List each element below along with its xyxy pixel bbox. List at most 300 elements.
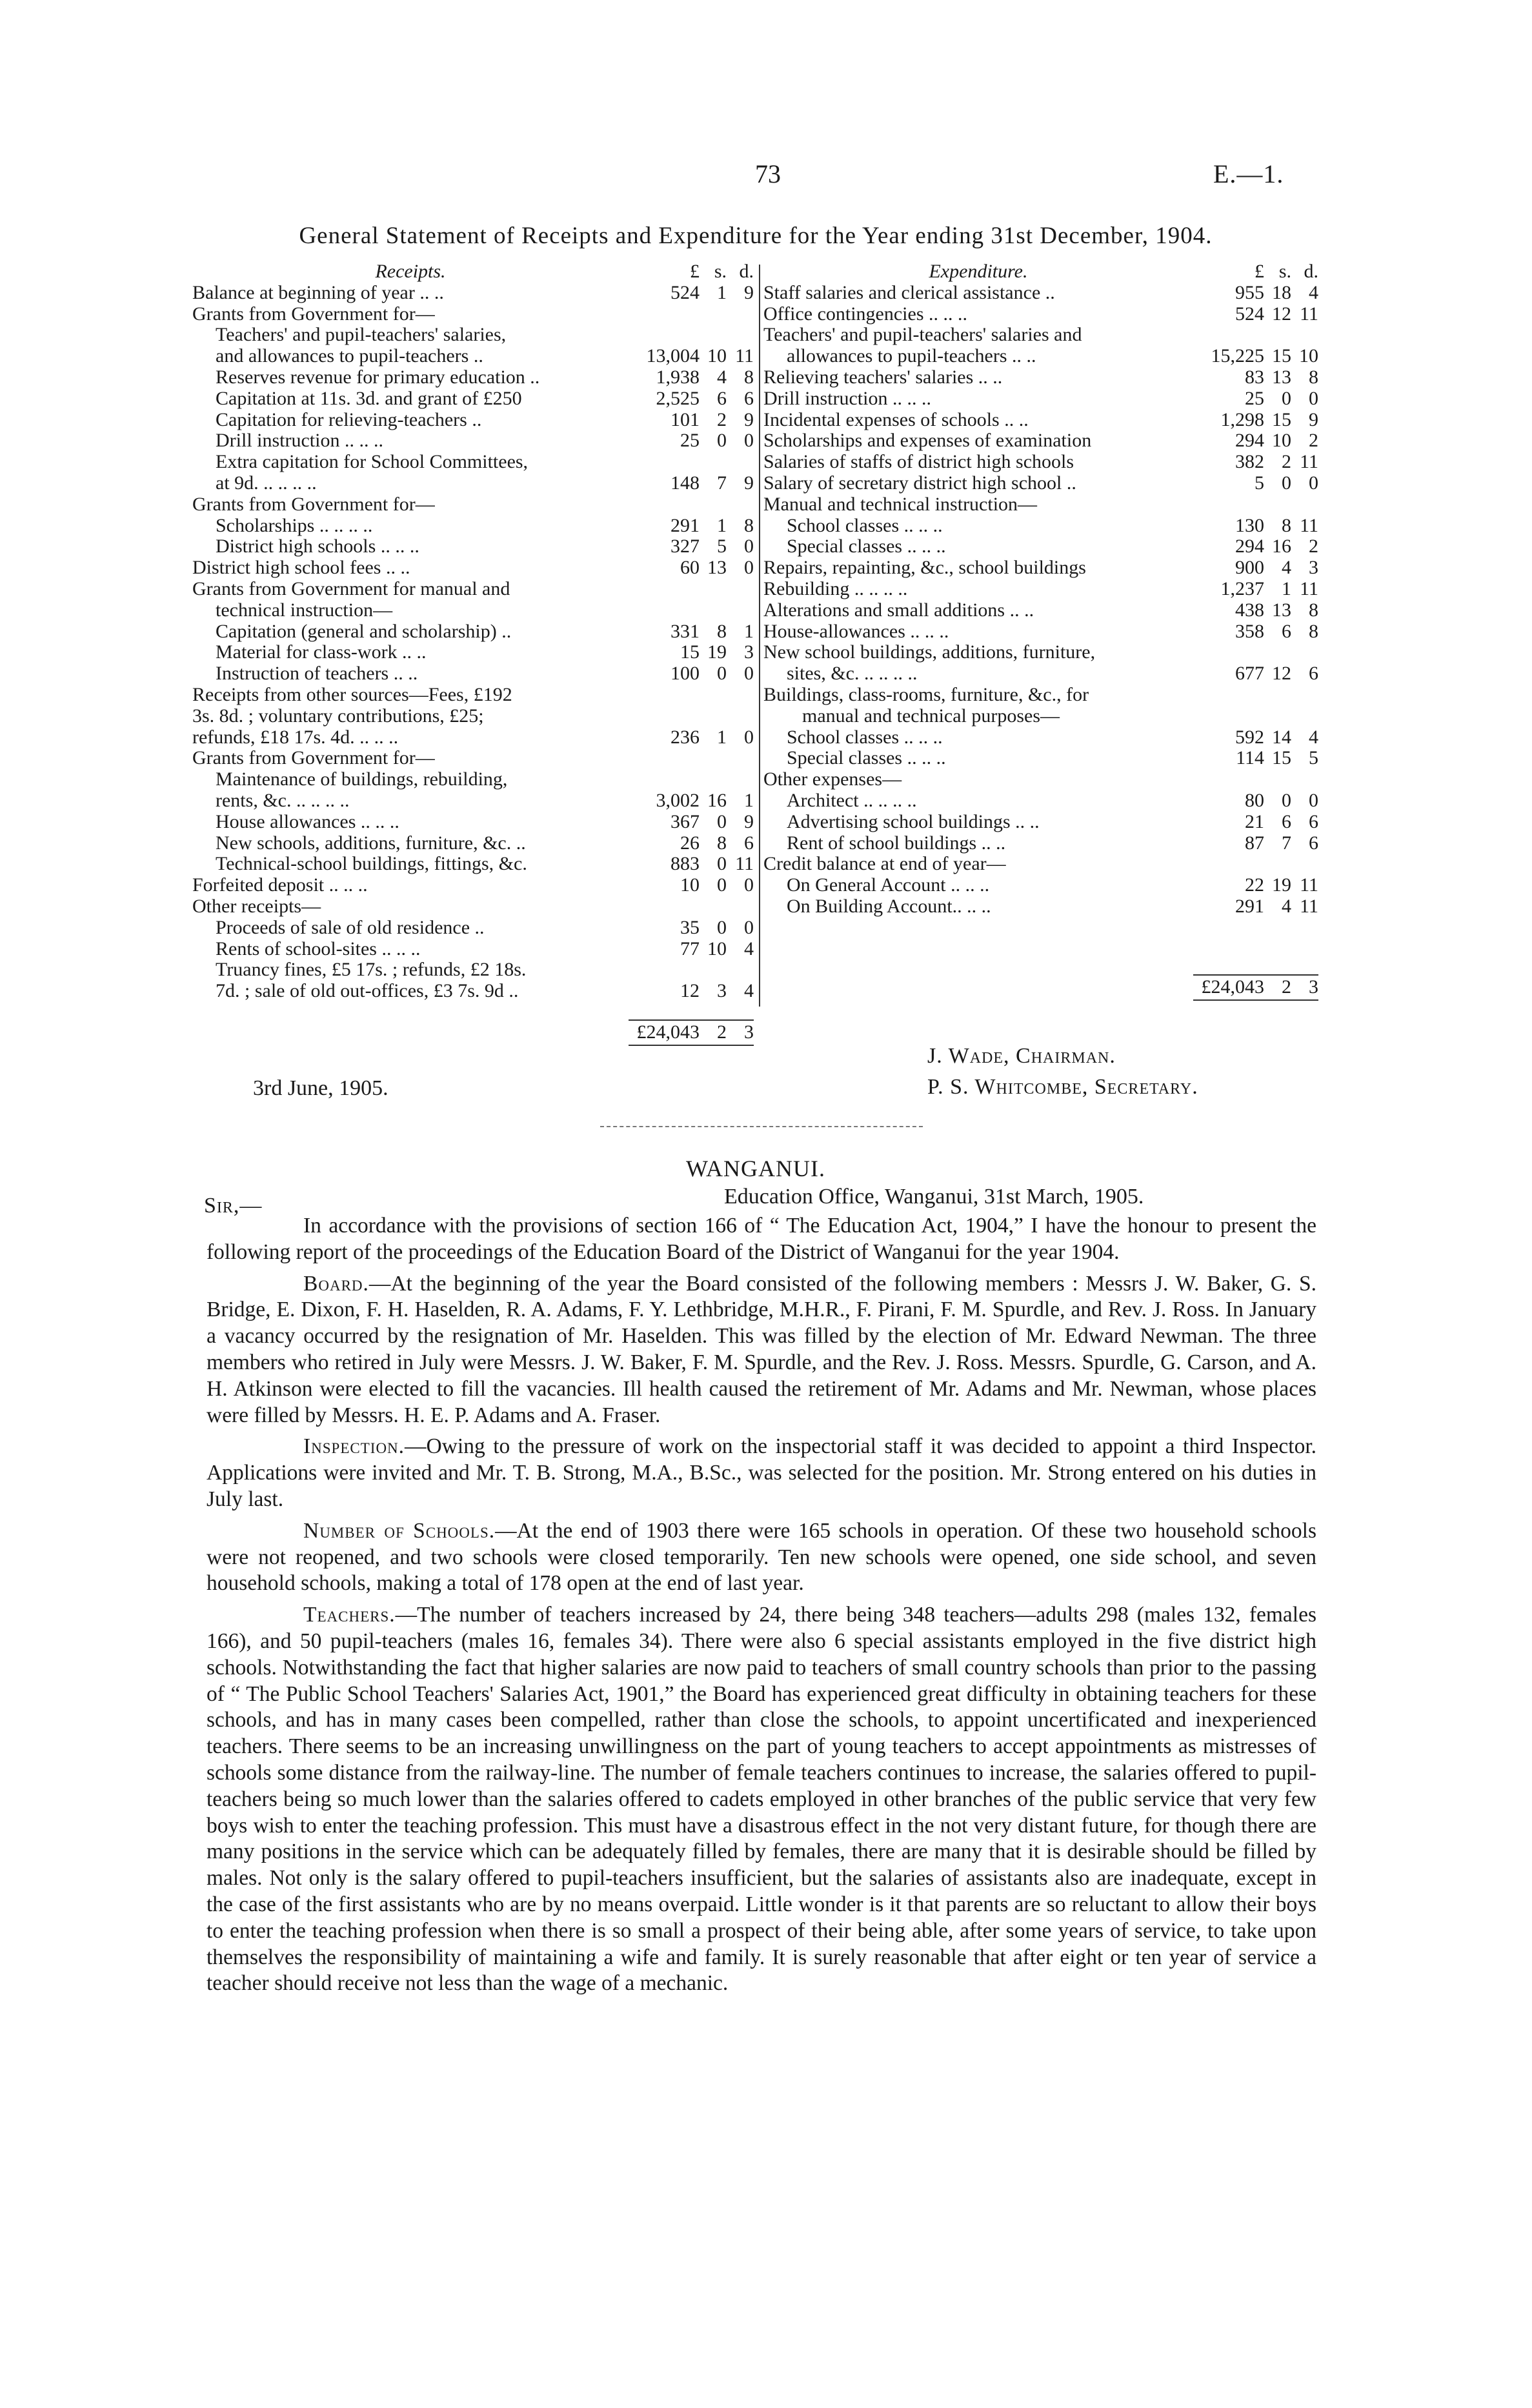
receipts-row (192, 600, 754, 621)
expenditure-row-shillings: 8 (1282, 514, 1291, 536)
expenditure-row-pounds: 1,237 (1220, 577, 1264, 599)
expenditure-row-shillings: 10 (1272, 430, 1291, 452)
expenditure-row-pence: 8 (1309, 620, 1318, 642)
expenditure-row-label: allowances to pupil-teachers .. .. (787, 346, 1036, 367)
receipts-row-label: Extra capitation for School Committees, (216, 452, 529, 473)
expenditure-row (763, 388, 1318, 410)
expenditure-row (763, 621, 1318, 643)
receipts-row-shillings: 0 (717, 430, 727, 452)
expenditure-row-pounds: 22 (1245, 874, 1264, 896)
expenditure-row-pounds: 438 (1235, 599, 1264, 621)
receipts-row-pounds: 12 (680, 980, 700, 1002)
expenditure-row-pence: 0 (1309, 472, 1318, 494)
receipts-total-shillings: 2 (717, 1021, 727, 1043)
expenditure-row (763, 452, 1318, 473)
receipts-row-shillings: 1 (717, 514, 727, 536)
signature-date: 3rd June, 1905. (253, 1076, 388, 1100)
expenditure-row (763, 706, 1318, 727)
receipts-row-shillings: 7 (717, 472, 727, 494)
paragraph-heading: Inspection. (303, 1434, 405, 1459)
expenditure-row (763, 769, 1318, 790)
expenditure-row-pounds: 15,225 (1211, 345, 1264, 367)
expenditure-row (763, 896, 1318, 918)
receipts-row-label: rents, &c. .. .. .. .. (216, 790, 350, 811)
receipts-row-shillings: 0 (717, 874, 727, 896)
expenditure-row-pence: 6 (1309, 810, 1318, 832)
expenditure-row-pence: 11 (1300, 451, 1318, 473)
receipts-row-pounds: 883 (670, 853, 700, 875)
column-divider (759, 265, 760, 1007)
receipts-row-label: Instruction of teachers .. .. (216, 663, 418, 685)
expenditure-row-shillings: 6 (1282, 620, 1291, 642)
receipts-row-pounds: 25 (680, 430, 700, 452)
receipts-row-pounds: 1,938 (656, 366, 700, 388)
receipts-row (192, 325, 754, 346)
receipts-row-pence: 0 (744, 557, 754, 579)
expenditure-row-label: Other expenses— (763, 769, 902, 790)
receipts-row-pounds: 100 (670, 663, 700, 685)
secretary-signature: P. S. Whitcombe, Secretary. (927, 1075, 1198, 1099)
receipts-row-pence: 9 (744, 472, 754, 494)
expenditure-row-pounds: 1,298 (1220, 408, 1264, 430)
receipts-row (192, 367, 754, 388)
receipts-heading: Receipts. (375, 261, 446, 282)
expenditure-row-pence: 4 (1309, 726, 1318, 748)
expenditure-row-pounds: 382 (1235, 451, 1264, 473)
receipts-row-label: Grants from Government for— (192, 748, 435, 769)
expenditure-row-pounds: 80 (1245, 789, 1264, 811)
receipts-total (192, 1020, 754, 1046)
receipts-row-pence: 0 (744, 663, 754, 685)
receipts-row-pounds: 26 (680, 832, 700, 854)
receipts-row-label: Forfeited deposit .. .. .. (192, 875, 368, 896)
receipts-row-pence: 3 (744, 641, 754, 663)
receipts-row-pounds: 367 (670, 810, 700, 832)
expenditure-row-label: Salary of secretary district high school .. (763, 472, 1076, 494)
expenditure-row (763, 473, 1318, 494)
expenditure-row-label: House-allowances .. .. .. (763, 621, 949, 642)
receipts-row-label: Grants from Government for manual and (192, 578, 510, 599)
receipts-row (192, 473, 754, 494)
expenditure-row-label: Salaries of staffs of district high schools (763, 452, 1074, 473)
expenditure-row-pence: 5 (1309, 747, 1318, 769)
receipts-row-shillings: 1 (717, 281, 727, 303)
expenditure-row-label: Manual and technical instruction— (763, 494, 1038, 515)
receipts-row-label: House allowances .. .. .. (216, 811, 399, 832)
page-number: 73 (755, 159, 781, 188)
expenditure-row-label: On General Account .. .. .. (787, 875, 990, 896)
expenditure-row-shillings: 0 (1282, 789, 1291, 811)
section-title: WANGANUI. (686, 1156, 825, 1181)
expenditure-row (763, 367, 1318, 388)
expenditure-header (763, 261, 1318, 283)
expenditure-total (763, 975, 1318, 1001)
expenditure-row (763, 600, 1318, 621)
receipts-row (192, 833, 754, 854)
receipts-row-shillings: 5 (717, 536, 727, 557)
receipts-row-pounds: 15 (680, 641, 700, 663)
receipts-row-pounds: 291 (670, 514, 700, 536)
receipts-row-pence: 9 (744, 281, 754, 303)
expenditure-row-pounds: 294 (1235, 430, 1264, 452)
expenditure-row-label: Special classes .. .. .. (787, 748, 946, 769)
expenditure-row (763, 579, 1318, 600)
shillings-header: s. (1278, 261, 1291, 282)
receipts-row-pence: 0 (744, 536, 754, 557)
expenditure-row (763, 516, 1318, 537)
receipts-header (192, 261, 754, 283)
expenditure-row-label: Staff salaries and clerical assistance .. (763, 282, 1055, 303)
expenditure-row (763, 875, 1318, 896)
expenditure-row-shillings: 15 (1272, 345, 1291, 367)
receipts-row-shillings: 8 (717, 832, 727, 854)
receipts-row (192, 579, 754, 600)
receipts-row-shillings: 3 (717, 980, 727, 1002)
expenditure-row-pounds: 294 (1235, 536, 1264, 557)
receipts-row-pence: 1 (744, 789, 754, 811)
receipts-row-label: Drill instruction .. .. .. (216, 430, 383, 452)
expenditure-total-pounds: £24,043 (1201, 976, 1264, 998)
expenditure-column (763, 261, 1318, 1001)
receipts-row (192, 748, 754, 769)
receipts-row-label: Material for class-work .. .. (216, 642, 427, 663)
receipts-row-label: Rents of school-sites .. .. .. (216, 938, 421, 959)
expenditure-row-pounds: 592 (1235, 726, 1264, 748)
expenditure-row (763, 557, 1318, 579)
receipts-row-label: 7d. ; sale of old out-offices, £3 7s. 9d .. (216, 981, 519, 1002)
expenditure-row-label: School classes .. .. .. (787, 727, 943, 748)
receipts-row-shillings: 16 (707, 789, 727, 811)
receipts-row-pence: 11 (735, 853, 754, 875)
expenditure-row-label: Drill instruction .. .. .. (763, 388, 931, 409)
receipts-row (192, 536, 754, 557)
receipts-row-label: Teachers' and pupil-teachers' salaries, (216, 325, 507, 346)
expenditure-row-shillings: 12 (1272, 663, 1291, 685)
receipts-row-pence: 0 (744, 726, 754, 748)
expenditure-row (763, 430, 1318, 452)
expenditure-row-label: sites, &c. .. .. .. .. (787, 663, 918, 685)
receipts-row-label: Capitation (general and scholarship) .. (216, 621, 512, 642)
letter-intro: In accordance with the provisions of section 166 of “ The Education Act, 1904,” I have the honour to present the following report of the proceedings of the Education Board of the District of Wanganui for the year 1904. (207, 1214, 1316, 1264)
expenditure-row-shillings: 13 (1272, 366, 1291, 388)
expenditure-row-shillings: 18 (1272, 281, 1291, 303)
expenditure-row-shillings: 0 (1282, 387, 1291, 409)
expenditure-row-pounds: 114 (1236, 747, 1264, 769)
expenditure-total-shillings: 2 (1282, 976, 1291, 998)
receipts-row-shillings: 4 (717, 366, 727, 388)
receipts-row-pence: 11 (735, 345, 754, 367)
receipts-row-label: at 9d. .. .. .. .. (216, 472, 317, 494)
receipts-row-pounds: 10 (680, 874, 700, 896)
expenditure-row-shillings: 12 (1272, 303, 1291, 325)
expenditure-row-label: Scholarships and expenses of examination (763, 430, 1092, 452)
receipts-row (192, 981, 754, 1002)
receipts-row-pence: 1 (744, 620, 754, 642)
receipts-row (192, 875, 754, 896)
expenditure-row-label: Repairs, repainting, &c., school buildings (763, 557, 1086, 579)
expenditure-row-shillings: 4 (1282, 895, 1291, 917)
receipts-row-label: and allowances to pupil-teachers .. (216, 346, 483, 367)
receipts-row-shillings: 6 (717, 387, 727, 409)
receipts-row-shillings: 1 (717, 726, 727, 748)
receipts-row (192, 621, 754, 643)
expenditure-row (763, 346, 1318, 367)
receipts-row-pence: 0 (744, 430, 754, 452)
expenditure-row-pence: 11 (1300, 874, 1318, 896)
receipts-row (192, 388, 754, 410)
receipts-row (192, 430, 754, 452)
letter-paragraphs (207, 1271, 1316, 1998)
receipts-row (192, 918, 754, 939)
expenditure-row-label: On Building Account.. .. .. (787, 896, 991, 917)
receipts-row-pounds: 60 (680, 557, 700, 579)
expenditure-row-label: Alterations and small additions .. .. (763, 599, 1034, 621)
receipts-row-pounds: 327 (670, 536, 700, 557)
receipts-row (192, 896, 754, 918)
expenditure-row (763, 410, 1318, 431)
receipts-row-pence: 9 (744, 408, 754, 430)
expenditure-row-pence: 8 (1309, 366, 1318, 388)
pence-header: d. (1304, 261, 1318, 282)
expenditure-row-label: Special classes .. .. .. (787, 536, 946, 557)
receipts-row-pence: 6 (744, 387, 754, 409)
receipts-rows (192, 283, 754, 1002)
receipts-row-pence: 8 (744, 514, 754, 536)
expenditure-row-pounds: 83 (1245, 366, 1264, 388)
paragraph-text: —The number of teachers increased by 24, there being 348 teachers—adults 298 (males 132, females 166), and 50 pupil-teachers (males 16, females 34). There were also 6 special assistants employed in the five district high schools. Notwithstanding the fact that higher salaries are now paid to teachers of small country schools than prior to the passing of “ The Public School Teachers' Salaries Act, 1901,” the Board has experienced great difficulty in obtaining teachers for these schools, and has in many cases been compelled, rather than close the schools, to appoint uncertificated and inexperienced teachers. There seems to be an increasing unwillingness on the part of young teachers to accept appointments as mistresses of schools some distance from the railway-line. The number of female teachers continues to increase, the salaries offered to pupil-teachers being so much lower than the salaries offered to cadets employed in other branches of the public service that very few boys wish to enter the teaching profession. This must have a disastrous effect in the not very distant future, for though there are many positions in the service which can be adequately filled by females, there are many that it is desirable should be filled by males. Not only is the salary offered to pupil-teachers insufficient, but the salaries of assistants also are inadequate, except in the case of the first assistants who are by no means overpaid. Little wonder is it that parents are so reluctant to allow their boys to enter the teaching profession when there is so small a prospect of their being able, after some years of service, to take upon themselves the responsibility of maintaining a wife and family. It is surely reasonable that after eight or ten year of service a teacher should receive not less than the wage of a mechanic. (207, 1603, 1316, 1996)
letter-paragraph (207, 1271, 1316, 1429)
expenditure-row-label: Rebuilding .. .. .. .. (763, 578, 908, 599)
expenditure-row (763, 812, 1318, 833)
receipts-row-pounds: 101 (670, 408, 700, 430)
expenditure-row-shillings: 14 (1272, 726, 1291, 748)
expenditure-row-shillings: 7 (1282, 832, 1291, 854)
receipts-row (192, 812, 754, 833)
paragraph-text: —At the end of 1903 there were 165 schools in operation. Of these two household schools were not reopened, and two schools were closed temporarily. Ten new schools were opened, one side school, and seven household schools, making a total of 178 open at the end of last year. (207, 1518, 1317, 1596)
expenditure-row (763, 748, 1318, 769)
expenditure-row-label: Incidental expenses of schools .. .. (763, 409, 1029, 430)
expenditure-row-shillings: 0 (1282, 472, 1291, 494)
receipts-row (192, 452, 754, 473)
expenditure-row-pounds: 25 (1245, 387, 1264, 409)
expenditure-row-shillings: 1 (1282, 577, 1291, 599)
expenditure-row-shillings: 13 (1272, 599, 1291, 621)
expenditure-row-pence: 4 (1309, 281, 1318, 303)
receipts-row-shillings: 8 (717, 620, 727, 642)
expenditure-row-label: Rent of school buildings .. .. (787, 832, 1006, 854)
expenditure-row-pence: 8 (1309, 599, 1318, 621)
receipts-row-shillings: 10 (707, 938, 727, 959)
expenditure-total-pence: 3 (1309, 976, 1318, 998)
receipts-row-label: Maintenance of buildings, rebuilding, (216, 769, 508, 790)
expenditure-row-pence: 11 (1300, 577, 1318, 599)
document-reference: E.—1. (1213, 159, 1284, 188)
receipts-row-shillings: 19 (707, 641, 727, 663)
paragraph-text: —At the beginning of the year the Board consisted of the following members : Messrs J. W. Baker, G. S. Bridge, E. Dixon, F. H. Haselden, R. A. Adams, F. Y. Lethbridge, M.H.R., F. Pirani, F. M. Spurdle, and Rev. J. Ross. In January a vacancy occurred by the resignation of Mr. Haselden. This was filled by the election of Mr. Edward Newman. The three members who retired in July were Messrs. J. W. Baker, F. M. Spurdle, and the Rev. J. Ross. Messrs. Spurdle, G. Carson, and A. H. Atkinson were elected to fill the vacancies. Ill health caused the retirement of Mr. Adams and Mr. Newman, whose places were filled by Messrs. H. E. P. Adams and A. Fraser. (207, 1271, 1316, 1427)
letter-paragraph (207, 1602, 1316, 1997)
receipts-row-shillings: 0 (717, 810, 727, 832)
expenditure-row (763, 685, 1318, 706)
expenditure-row-shillings: 16 (1272, 536, 1291, 557)
expenditure-row-label: Office contingencies .. .. .. (763, 303, 968, 325)
expenditure-row-label: Credit balance at end of year— (763, 854, 1006, 875)
receipts-row (192, 516, 754, 537)
expenditure-row (763, 304, 1318, 325)
expenditure-row-shillings: 15 (1272, 747, 1291, 769)
receipts-row-label: Capitation for relieving-teachers .. (216, 409, 482, 430)
expenditure-rows (763, 283, 1318, 918)
receipts-row (192, 727, 754, 748)
receipts-row-pounds: 236 (670, 726, 700, 748)
letter-body (207, 1213, 1316, 2002)
receipts-row-pounds: 148 (670, 472, 700, 494)
expenditure-row-pence: 11 (1300, 514, 1318, 536)
receipts-row-label: Technical-school buildings, fittings, &c. (216, 854, 527, 875)
expenditure-row-pence: 6 (1309, 832, 1318, 854)
expenditure-row-pence: 11 (1300, 895, 1318, 917)
expenditure-row-pence: 2 (1309, 536, 1318, 557)
expenditure-row-label: Relieving teachers' salaries .. .. (763, 366, 1003, 388)
receipts-row-label: District high school fees .. .. (192, 557, 410, 579)
expenditure-row-pence: 2 (1309, 430, 1318, 452)
expenditure-row-pounds: 955 (1235, 281, 1264, 303)
chairman-signature: J. Wade, Chairman. (927, 1044, 1116, 1068)
receipts-row (192, 939, 754, 960)
expenditure-row (763, 283, 1318, 304)
receipts-total-pence: 3 (744, 1021, 754, 1043)
receipts-row (192, 494, 754, 516)
expenditure-row-pence: 11 (1300, 303, 1318, 325)
expenditure-row (763, 536, 1318, 557)
expenditure-row-label: Buildings, class-rooms, furniture, &c., for (763, 684, 1089, 705)
expenditure-row-pounds: 524 (1235, 303, 1264, 325)
receipts-row-label: 3s. 8d. ; voluntary contributions, £25; (192, 705, 484, 727)
expenditure-row-pounds: 87 (1245, 832, 1264, 854)
receipts-row-pounds: 35 (680, 916, 700, 938)
paragraph-heading: Teachers. (303, 1603, 396, 1627)
receipts-row-label: Other receipts— (192, 896, 321, 917)
receipts-row-pounds: 331 (670, 620, 700, 642)
receipts-row (192, 557, 754, 579)
paragraph-text: —Owing to the pressure of work on the inspectorial staff it was decided to appoint a third Inspector. Applications were invited and Mr. T. B. Strong, M.A., B.Sc., was selected for the position. Mr. Strong entered on his duties in July last. (207, 1434, 1316, 1511)
expenditure-row (763, 642, 1318, 663)
expenditure-row (763, 790, 1318, 812)
receipts-row-pence: 9 (744, 810, 754, 832)
receipts-row-label: technical instruction— (216, 599, 393, 621)
receipts-row-label: Reserves revenue for primary education .. (216, 366, 540, 388)
receipts-row (192, 663, 754, 685)
expenditure-row-pence: 0 (1309, 387, 1318, 409)
receipts-row-label: refunds, £18 17s. 4d. .. .. .. (192, 727, 399, 748)
receipts-row-pence: 8 (744, 366, 754, 388)
receipts-row (192, 790, 754, 812)
expenditure-row-pence: 9 (1309, 408, 1318, 430)
receipts-row (192, 685, 754, 706)
receipts-row-label: Receipts from other sources—Fees, £192 (192, 684, 512, 705)
receipts-row (192, 283, 754, 304)
receipts-row-pence: 0 (744, 916, 754, 938)
expenditure-row-pounds: 900 (1235, 557, 1264, 579)
expenditure-row-label: Advertising school buildings .. .. (787, 811, 1040, 832)
receipts-row-label: Proceeds of sale of old residence .. (216, 917, 485, 938)
expenditure-row (763, 854, 1318, 875)
expenditure-row (763, 833, 1318, 854)
salutation: Sir,— (204, 1194, 263, 1218)
receipts-row-label: Grants from Government for— (192, 494, 435, 515)
paragraph-heading: Board. (303, 1271, 369, 1296)
receipts-row-pounds: 2,525 (656, 387, 700, 409)
expenditure-row-pounds: 5 (1255, 472, 1264, 494)
receipts-total-pounds: £24,043 (636, 1021, 700, 1043)
expenditure-row-pence: 3 (1309, 557, 1318, 579)
expenditure-row-shillings: 19 (1272, 874, 1291, 896)
shillings-header: s. (714, 261, 727, 282)
expenditure-row-pounds: 677 (1235, 663, 1264, 685)
statement-title: General Statement of Receipts and Expenditure for the Year ending 31st December, 1904. (299, 223, 1213, 249)
receipts-row-label: New schools, additions, furniture, &c. .. (216, 832, 526, 854)
receipts-row-label: Capitation at 11s. 3d. and grant of £250 (216, 388, 522, 409)
expenditure-row (763, 494, 1318, 516)
receipts-row-shillings: 0 (717, 916, 727, 938)
receipts-row-label: Grants from Government for— (192, 303, 435, 325)
receipts-row-shillings: 0 (717, 853, 727, 875)
expenditure-row-shillings: 6 (1282, 810, 1291, 832)
receipts-row (192, 410, 754, 431)
receipts-row (192, 706, 754, 727)
paragraph-heading: Number of Schools. (303, 1518, 496, 1543)
expenditure-row-label: manual and technical purposes— (802, 705, 1060, 727)
expenditure-row (763, 727, 1318, 748)
receipts-row-pounds: 77 (680, 938, 700, 959)
receipts-row-pounds: 524 (670, 281, 700, 303)
receipts-row-pounds: 3,002 (656, 789, 700, 811)
letter-paragraph (207, 1518, 1316, 1597)
receipts-row (192, 959, 754, 981)
receipts-row-label: Scholarships .. .. .. .. (216, 515, 373, 536)
receipts-row-shillings: 2 (717, 408, 727, 430)
pounds-header: £ (1255, 261, 1264, 282)
expenditure-row-label: Teachers' and pupil-teachers' salaries and (763, 325, 1082, 346)
expenditure-row-pence: 6 (1309, 663, 1318, 685)
receipts-row-shillings: 10 (707, 345, 727, 367)
expenditure-row (763, 663, 1318, 685)
letter-dateline: Education Office, Wanganui, 31st March, 1905. (724, 1185, 1144, 1209)
section-divider (600, 1126, 923, 1127)
receipts-row-pence: 4 (744, 980, 754, 1002)
receipts-row (192, 854, 754, 875)
receipts-row-pounds: 13,004 (646, 345, 700, 367)
expenditure-row-shillings: 15 (1272, 408, 1291, 430)
expenditure-row-pounds: 21 (1245, 810, 1264, 832)
receipts-row-pence: 0 (744, 874, 754, 896)
receipts-row-shillings: 13 (707, 557, 727, 579)
expenditure-row-pounds: 291 (1235, 895, 1264, 917)
expenditure-row-label: New school buildings, additions, furniture, (763, 642, 1096, 663)
expenditure-row-pence: 0 (1309, 789, 1318, 811)
expenditure-row-pence: 10 (1299, 345, 1318, 367)
expenditure-row-shillings: 2 (1282, 451, 1291, 473)
receipts-row-label: Balance at beginning of year .. .. (192, 282, 444, 303)
expenditure-row-shillings: 4 (1282, 557, 1291, 579)
receipts-row (192, 304, 754, 325)
receipts-row (192, 769, 754, 790)
letter-paragraph (207, 1434, 1316, 1512)
receipts-row (192, 642, 754, 663)
expenditure-row-pounds: 358 (1235, 620, 1264, 642)
expenditure-heading: Expenditure. (929, 261, 1028, 282)
expenditure-row-pounds: 130 (1235, 514, 1264, 536)
receipts-row-pence: 4 (744, 938, 754, 959)
